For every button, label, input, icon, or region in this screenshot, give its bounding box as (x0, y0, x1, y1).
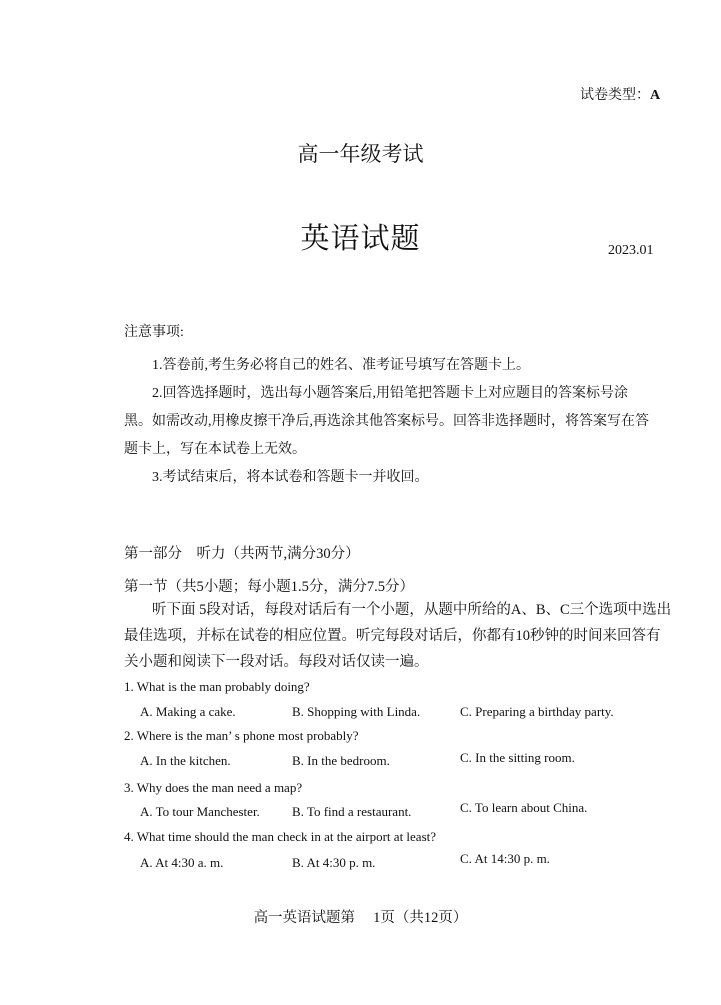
section-title: 第一节（共5小题；每小题1.5分，满分7.5分） (124, 579, 414, 595)
notice-item: 3.考试结束后，将本试卷和答题卡一并收回。 (152, 470, 429, 485)
exam-date: 2023.01 (608, 243, 654, 258)
paper-type-label: 试卷类型： (580, 88, 650, 103)
notice-list (124, 352, 654, 492)
option-a: A. Making a cake. (140, 704, 236, 719)
subject-title: 英语试题 (300, 223, 421, 255)
notice-item: 2.回答选择题时，选出每小题答案后,用铅笔把答题卡上对应题目的答案标号涂黑。如需改动,用橡皮擦干净后,再选涂其他答案标号。回答非选择题时，将答案写在答题卡上，写在本试卷上无效。 (124, 386, 649, 457)
option-b: B. In the bedroom. (292, 753, 390, 768)
part-title: 第一部分 听力（共两节,满分30分） (124, 546, 360, 562)
question-stem: 3. Why does the man need a map? (124, 780, 303, 795)
paper-type-value: A (650, 88, 661, 103)
option-a: A. To tour Manchester. (140, 804, 260, 819)
exam-title: 高一年级考试 (297, 142, 424, 166)
question-stem: 2. Where is the man’ s phone most probably? (124, 728, 359, 743)
page-footer: 高一英语试题第 1页（共12页） (253, 910, 468, 926)
option-c: C. At 14:30 p. m. (460, 851, 550, 866)
option-c: C. To learn about China. (460, 800, 588, 815)
option-a: A. At 4:30 a. m. (140, 855, 224, 870)
option-b: B. At 4:30 p. m. (292, 855, 376, 870)
option-c: C. Preparing a birthday party. (460, 704, 614, 719)
option-a: A. In the kitchen. (140, 753, 231, 768)
option-b: B. To find a restaurant. (292, 804, 412, 819)
option-b: B. Shopping with Linda. (292, 704, 421, 719)
option-c: C. In the sitting room. (460, 750, 575, 765)
section-instruction: 听下面 5段对话，每段对话后有一个小题，从题中所给的A、B、C三个选项中选出最佳选项，并标在试卷的相应位置。听完每段对话后，你都有10秒钟的时间来回答有关小题和阅读下一段对话。每段对话仅读一遍。 (124, 602, 672, 670)
paper-type (580, 84, 660, 104)
question-stem: 1. What is the man probably doing? (124, 679, 310, 694)
notice-heading: 注意事项: (124, 325, 184, 340)
notice-item: 1.答卷前,考生务必将自己的姓名、准考证号填写在答题卡上。 (152, 358, 530, 373)
question-stem: 4. What time should the man check in at the airport at least? (124, 829, 437, 844)
